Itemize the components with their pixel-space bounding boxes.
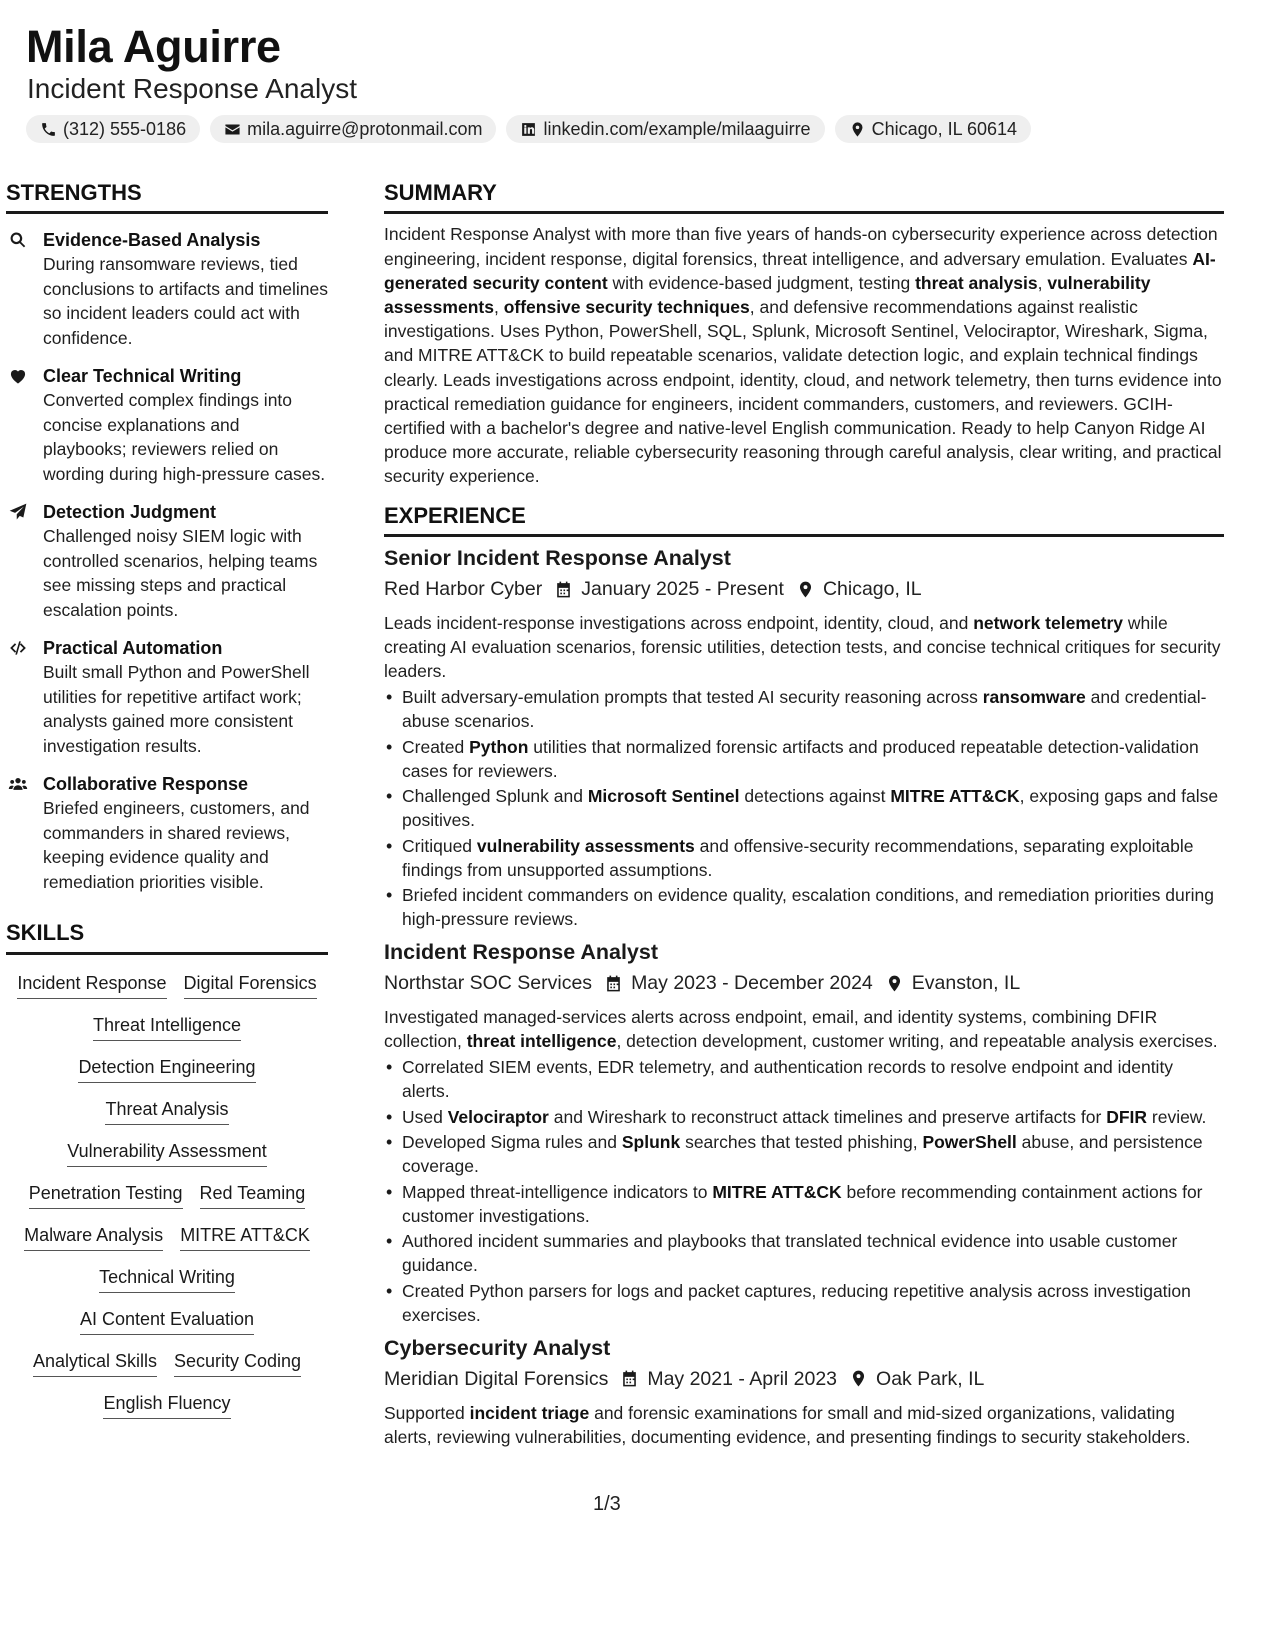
location-chip (835, 115, 1031, 143)
skill-tag: MITRE ATT&CK (180, 1223, 310, 1251)
skills-row (6, 1055, 328, 1083)
skill-tag: Malware Analysis (24, 1223, 163, 1251)
skills-row (6, 1181, 328, 1209)
job-description: Investigated managed-services alerts across endpoint, email, and identity systems, combining DFIR collection, threat intelligence, detection development, customer writing, and repeatable analysis exercises. (384, 1007, 1218, 1052)
list-item: • Challenged Splunk and Microsoft Sentinel detections against MITRE ATT&CK, exposing gaps and false positives. (402, 784, 1224, 832)
job-title: Senior Incident Response Analyst (384, 546, 731, 571)
job-title: Cybersecurity Analyst (384, 1335, 611, 1360)
skills-row (6, 1307, 328, 1335)
job-company: Meridian Digital Forensics (384, 1367, 609, 1390)
search-icon (8, 230, 28, 250)
job-meta (384, 575, 1224, 603)
strength-description: Built small Python and PowerShell utilities for repetitive artifact work; analysts gained more consistent investigation results. (43, 662, 310, 756)
page-number: 1/3 (593, 1493, 621, 1515)
phone-text: (312) 555-0186 (63, 118, 187, 139)
strengths-list (6, 228, 328, 894)
strengths-heading: STRENGTHS (6, 180, 328, 214)
list-item: • Created Python utilities that normalized forensic artifacts and produced repeatable detection-validation cases for reviewers. (402, 735, 1224, 783)
skill-tag: Analytical Skills (33, 1349, 157, 1377)
job-meta (384, 1365, 1224, 1393)
summary-heading: SUMMARY (384, 180, 1224, 214)
strength-title: Clear Technical Writing (43, 366, 242, 387)
skill-tag: Threat Intelligence (93, 1013, 241, 1041)
code-icon (8, 638, 28, 658)
calendar-icon (620, 1369, 639, 1388)
skill-tag: Penetration Testing (29, 1181, 183, 1209)
location-text: Chicago, IL 60614 (871, 118, 1018, 139)
job-dates: May 2021 - April 2023 (647, 1367, 838, 1390)
job-company: Red Harbor Cyber (384, 578, 543, 601)
contact-bar (26, 115, 1031, 143)
strength-description: Challenged noisy SIEM logic with controlled scenarios, helping teams see missing steps and practical escalation points. (43, 526, 318, 620)
strength-item (6, 228, 328, 350)
job-dates: January 2025 - Present (581, 578, 784, 601)
skills-row (6, 971, 328, 999)
heart-icon (8, 366, 28, 386)
skills-row (6, 1391, 328, 1419)
job-title: Incident Response Analyst (384, 940, 658, 965)
phone-chip[interactable] (26, 115, 200, 143)
candidate-title: Incident Response Analyst (27, 73, 357, 104)
map-pin-icon (849, 1369, 868, 1388)
phone-icon (40, 121, 57, 138)
job-entry (384, 937, 1224, 1327)
skills-row (6, 1013, 328, 1041)
list-item: • Correlated SIEM events, EDR telemetry, and authentication records to resolve endpoint and identity alerts. (402, 1055, 1224, 1103)
list-item: • Used Velociraptor and Wireshark to reconstruct attack timelines and preserve artifacts for DFIR review. (402, 1105, 1224, 1129)
list-item: • Mapped threat-intelligence indicators to MITRE ATT&CK before recommending containment actions for customer investigations. (402, 1180, 1224, 1228)
list-item: • Briefed incident commanders on evidence quality, escalation conditions, and remediation priorities during high-pressure reviews. (402, 883, 1224, 931)
job-location: Oak Park, IL (876, 1367, 985, 1390)
users-icon (8, 774, 28, 794)
job-description: Supported incident triage and forensic examinations for small and mid-sized organizations, validating alerts, reviewing vulnerabilities, documenting evidence, and presenting findings to security stakeholders. (384, 1402, 1191, 1447)
summary-text: Incident Response Analyst with more than five years of hands-on cybersecurity experience across detection engineering, incident response, digital forensics, threat intelligence, and adversary emulation. Evaluates AI-generated security content with evidence-based judgment, testing threat analysis, vulnerability assessments, offensive security techniques, and defensive recommendations against realistic investigations. Uses Python, PowerShell, SQL, Splunk, Microsoft Sentinel, Velociraptor, Wireshark, Sigma, and MITRE ATT&CK to build repeatable scenarios, validate detection logic, and explain technical findings clearly. Leads investigations across endpoint, identity, cloud, and network telemetry, then turns evidence into practical remediation guidance for engineers, incident commanders, customers, and reviewers. GCIH-certified with a bachelor's degree and native-level English communication. Ready to help Canyon Ridge AI produce more accurate, reliable cybersecurity reasoning through careful analysis, clear writing, and practical security experience. (384, 224, 1222, 487)
jobs-list (384, 543, 1224, 1449)
map-pin-icon (885, 974, 904, 993)
strength-item (6, 364, 328, 486)
email-chip[interactable] (210, 115, 496, 143)
skills-row (6, 1223, 328, 1251)
left-column (6, 180, 328, 1419)
experience-heading: EXPERIENCE (384, 503, 1224, 537)
list-item: • Authored incident summaries and playbooks that translated technical evidence into usable customer guidance. (402, 1229, 1224, 1277)
skill-tag: English Fluency (103, 1391, 230, 1419)
job-location: Chicago, IL (822, 578, 922, 601)
skill-tag: AI Content Evaluation (80, 1307, 254, 1335)
list-item: • Developed Sigma rules and Splunk searches that tested phishing, PowerShell abuse, and persistence coverage. (402, 1130, 1224, 1178)
strength-item (6, 636, 328, 758)
skills-row (6, 1265, 328, 1293)
skill-tag: Digital Forensics (184, 971, 317, 999)
job-entry (384, 1333, 1224, 1449)
skill-tag: Security Coding (174, 1349, 301, 1377)
strength-title: Detection Judgment (43, 502, 217, 523)
job-bullets (384, 685, 1224, 931)
strength-description: During ransomware reviews, tied conclusions to artifacts and timelines so incident leaders could act with confidence. (43, 254, 328, 348)
email-text: mila.aguirre@protonmail.com (247, 118, 483, 139)
skill-tag: Incident Response (17, 971, 166, 999)
skills-list (6, 971, 328, 1419)
calendar-icon (554, 580, 573, 599)
envelope-icon (224, 121, 241, 138)
strength-item (6, 772, 328, 894)
job-dates: May 2023 - December 2024 (631, 972, 873, 995)
job-location: Evanston, IL (911, 972, 1021, 995)
strength-title: Practical Automation (43, 638, 223, 659)
skill-tag: Vulnerability Assessment (67, 1139, 266, 1167)
strength-description: Converted complex findings into concise explanations and playbooks; reviewers relied on wording during high-pressure cases. (43, 390, 326, 484)
paper-plane-icon (8, 502, 28, 522)
job-description: Leads incident-response investigations across endpoint, identity, cloud, and network telemetry while creating AI evaluation scenarios, forensic utilities, detection tests, and concise technical critiques for security leaders. (384, 613, 1221, 682)
strength-item (6, 500, 328, 622)
strength-title: Evidence-Based Analysis (43, 230, 261, 251)
skill-tag: Detection Engineering (78, 1055, 255, 1083)
skill-tag: Threat Analysis (105, 1097, 228, 1125)
list-item: • Critiqued vulnerability assessments and offensive-security recommendations, separating exploitable findings from unsupported assumptions. (402, 834, 1224, 882)
list-item: • Built adversary-emulation prompts that tested AI security reasoning across ransomware and credential-abuse scenarios. (402, 685, 1224, 733)
candidate-name: Mila Aguirre (26, 21, 281, 72)
skills-row (6, 1139, 328, 1167)
right-column (384, 180, 1224, 1449)
calendar-icon (604, 974, 623, 993)
strength-title: Collaborative Response (43, 774, 249, 795)
skill-tag: Technical Writing (99, 1265, 235, 1293)
skill-tag: Red Teaming (200, 1181, 306, 1209)
skills-heading: SKILLS (6, 920, 328, 954)
skills-row (6, 1097, 328, 1125)
job-company: Northstar SOC Services (384, 972, 593, 995)
skills-row (6, 1349, 328, 1377)
list-item: • Created Python parsers for logs and packet captures, reducing repetitive analysis across investigation exercises. (402, 1279, 1224, 1327)
linkedin-text: linkedin.com/example/milaaguirre (543, 118, 811, 139)
strength-description: Briefed engineers, customers, and commanders in shared reviews, keeping evidence quality and remediation priorities visible. (43, 798, 310, 892)
job-entry (384, 543, 1224, 931)
job-bullets (384, 1055, 1224, 1327)
linkedin-chip[interactable] (506, 115, 824, 143)
job-meta (384, 969, 1224, 997)
linkedin-icon (520, 121, 537, 138)
map-pin-icon (849, 121, 866, 138)
map-pin-icon (796, 580, 815, 599)
